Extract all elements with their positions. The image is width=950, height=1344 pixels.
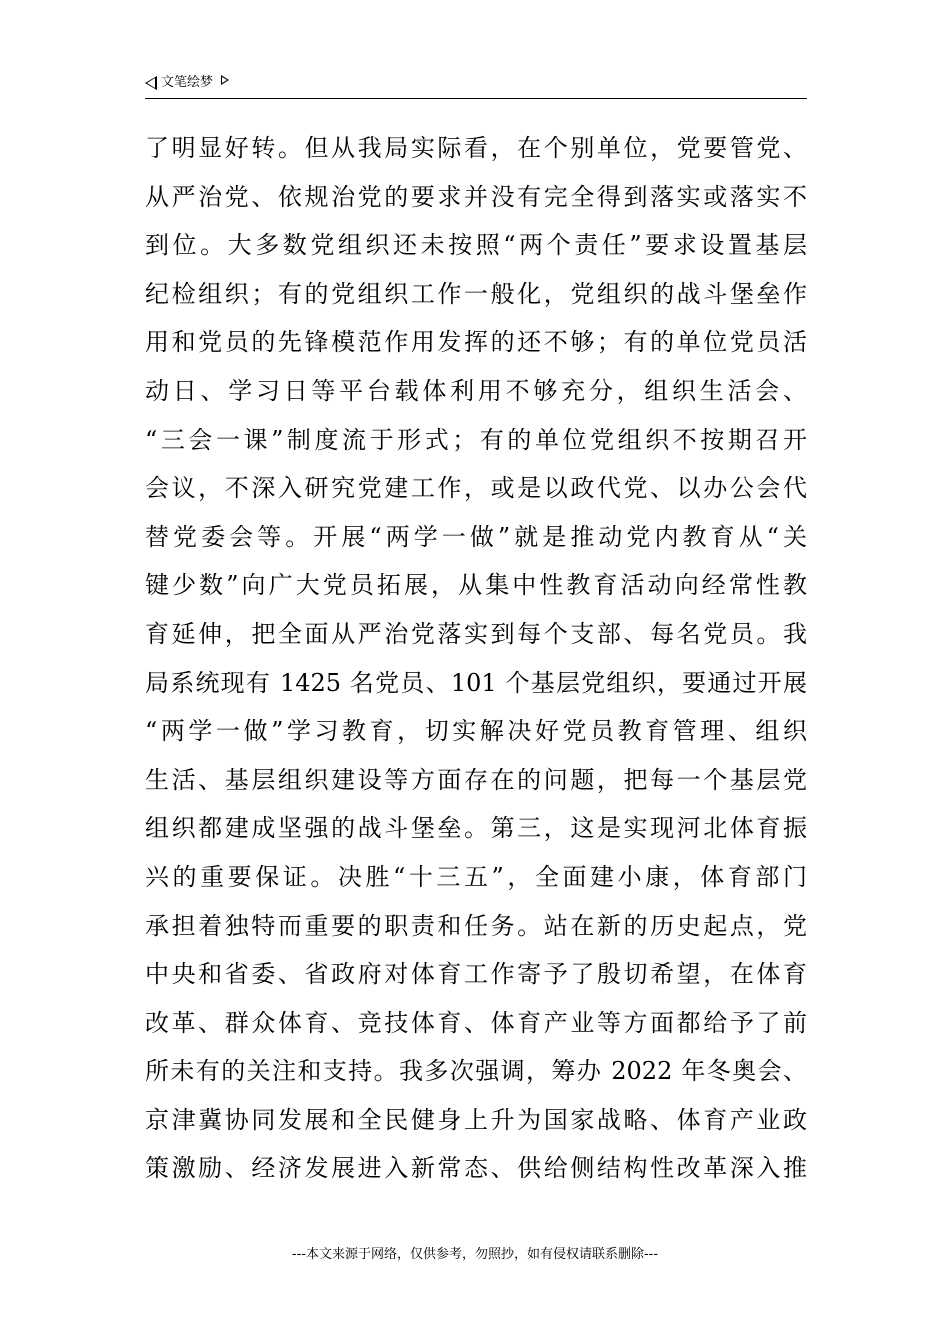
body-line: 了明显好转。但从我局实际看，在个别单位，党要管党、 <box>145 134 807 162</box>
body-line: 兴的重要保证。决胜“十三五”，全面建小康，体育部门 <box>145 862 807 891</box>
body-line: 用和党员的先锋模范作用发挥的还不够；有的单位党员活 <box>145 328 807 357</box>
body-line: 改革、群众体育、竞技体育、体育产业等方面都给予了前 <box>145 1008 807 1037</box>
body-line: 中央和省委、省政府对体育工作寄予了殷切希望，在体育 <box>145 960 807 989</box>
page-header <box>145 72 807 99</box>
body-line: “三会一课”制度流于形式；有的单位党组织不按期召开 <box>145 425 807 454</box>
body-line: 会议，不深入研究党建工作，或是以政代党、以办公会代 <box>145 474 807 503</box>
body-line: 所未有的关注和支持。我多次强调，筹办 2022 年冬奥会、 <box>145 1057 807 1086</box>
body-line: 键少数”向广大党员拓展，从集中性教育活动向经常性教 <box>145 571 807 600</box>
body-line: 纪检组织；有的党组织工作一般化，党组织的战斗堡垒作 <box>145 279 807 308</box>
body-line: 策激励、经济发展进入新常态、供给侧结构性改革深入推 <box>145 1154 807 1183</box>
body-line: 局系统现有 1425 名党员、101 个基层党组织，要通过开展 <box>145 668 807 697</box>
triangle-right-icon <box>221 75 229 85</box>
body-line: 京津冀协同发展和全民健身上升为国家战略、体育产业政 <box>145 1105 807 1134</box>
body-line: 组织都建成坚强的战斗堡垒。第三，这是实现河北体育振 <box>145 814 807 843</box>
header-title: 文笔绘梦 <box>161 75 214 90</box>
body-line: “两学一做”学习教育，切实解决好党员教育管理、组织 <box>145 717 807 746</box>
body-line: 承担着独特而重要的职责和任务。站在新的历史起点，党 <box>145 911 807 940</box>
body-line: 动日、学习日等平台载体利用不够充分，组织生活会、 <box>145 376 807 405</box>
document-body <box>145 124 807 1193</box>
triangle-left-icon <box>145 76 157 90</box>
header-brand <box>145 74 229 92</box>
page-footer-disclaimer: ---本文来源于网络，仅供参考，勿照抄，如有侵权请联系删除--- <box>291 1247 659 1262</box>
body-line: 从严治党、依规治党的要求并没有完全得到落实或落实不 <box>145 182 807 211</box>
body-line: 生活、基层组织建设等方面存在的问题，把每一个基层党 <box>145 765 807 794</box>
body-line: 育延伸，把全面从严治党落实到每个支部、每名党员。我 <box>145 619 807 648</box>
body-line: 到位。大多数党组织还未按照“两个责任”要求设置基层 <box>145 231 807 260</box>
body-line: 替党委会等。开展“两学一做”就是推动党内教育从“关 <box>145 522 807 551</box>
